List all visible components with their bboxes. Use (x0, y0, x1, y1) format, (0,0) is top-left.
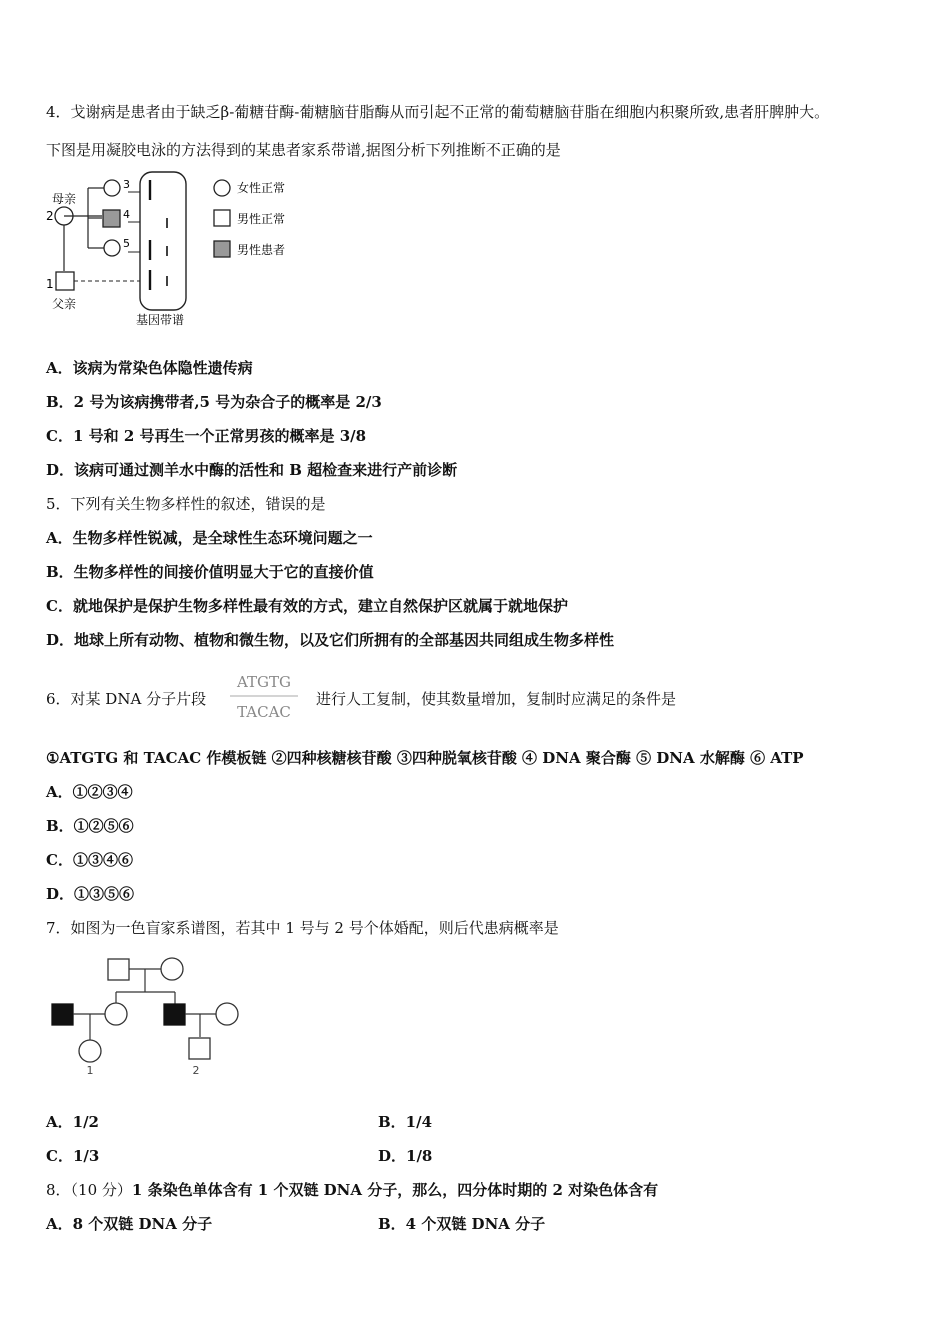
dna-bottom-strand: TACAC (237, 703, 291, 721)
q5-stem: 5．下列有关生物多样性的叙述，错误的是 (46, 495, 326, 513)
gen2-affected-male-right (164, 1004, 185, 1025)
q5-option-d: D．地球上所有动物、植物和微生物，以及它们所拥有的全部基因共同组成生物多样性 (46, 631, 615, 649)
q7-option-d: D．1/8 (378, 1147, 433, 1165)
label-n4: 4 (123, 208, 130, 221)
child3-symbol (104, 180, 120, 196)
q8-stem (46, 1180, 658, 1200)
label-n3: 3 (123, 178, 130, 191)
q6-option-c: C．①③④⑥ (46, 851, 133, 869)
q4-stem-line1: 4．戈谢病是患者由于缺乏β-葡糖苷酶-葡糖脑苷脂酶从而引起不正常的葡萄糖脑苷脂在细胞内积聚所致,患者肝脾肿大。 (46, 103, 830, 121)
q8-option-a: A．8 个双链 DNA 分子 (46, 1215, 213, 1233)
label-n1: 1 (46, 277, 54, 291)
q4-pedigree-gel-figure (44, 168, 304, 330)
q5-option-b: B．生物多样性的间接价值明显大于它的直接价值 (46, 563, 374, 581)
q4-option-d: D．该病可通过测羊水中酶的活性和 B 超检查来进行产前诊断 (46, 461, 458, 479)
label-individual-2: 2 (192, 1064, 200, 1077)
q6-option-a: A．①②③④ (46, 783, 133, 801)
q7-option-b: B．1/4 (378, 1113, 433, 1131)
label-mother: 母亲 (52, 192, 77, 206)
q6-option-b: B．①②⑤⑥ (46, 817, 134, 835)
legend-male-patient-symbol (214, 241, 230, 257)
father-symbol (56, 272, 74, 290)
label-n5: 5 (123, 237, 130, 250)
gen2-female-left (105, 1003, 127, 1025)
q4-option-c: C．1 号和 2 号再生一个正常男孩的概率是 3/8 (46, 427, 367, 445)
q7-option-a: A．1/2 (46, 1113, 99, 1131)
child4-symbol (103, 210, 120, 227)
legend-male-normal-symbol (214, 210, 230, 226)
gen3-female-1 (79, 1040, 101, 1062)
q8-stem-number: 8．（10 分） (46, 1181, 132, 1199)
q8-stem-text: 1 条染色单体含有 1 个双链 DNA 分子，那么，四分体时期的 2 对染色体含有 (131, 1181, 659, 1199)
legend-male-normal: 男性正常 (237, 212, 286, 226)
q4-stem-line2: 下图是用凝胶电泳的方法得到的某患者家系带谱,据图分析下列推断不正确的是 (46, 141, 561, 159)
legend-female-normal: 女性正常 (237, 181, 286, 195)
q6-option-d: D．①③⑤⑥ (46, 885, 135, 903)
gen1-female (161, 958, 183, 980)
q5-option-a: A．生物多样性锐减，是全球性生态环境问题之一 (46, 529, 373, 547)
q7-pedigree-figure (44, 948, 244, 1080)
q6-conditions: ①ATGTG 和 TACAC 作模板链 ②四种核糖核苷酸 ③四种脱氧核苷酸 ④ DNA 聚合酶 ⑤ DNA 水解酶 ⑥ ATP (46, 749, 804, 767)
band-caption: 基因带谱 (136, 313, 185, 327)
q6-stem-before: 6．对某 DNA 分子片段 (46, 690, 207, 708)
dna-fragment-figure (216, 668, 312, 724)
q8-option-b: B．4 个双链 DNA 分子 (378, 1215, 546, 1233)
label-n2: 2 (46, 209, 54, 223)
label-individual-1: 1 (86, 1064, 94, 1077)
legend-male-patient: 男性患者 (237, 243, 286, 257)
q4-option-a: A．该病为常染色体隐性遗传病 (46, 359, 253, 377)
legend-female-normal-symbol (214, 180, 230, 196)
q5-option-c: C．就地保护是保护生物多样性最有效的方式，建立自然保护区就属于就地保护 (46, 597, 568, 615)
gel-band-box (140, 172, 186, 310)
q6-stem-after: 进行人工复制，使其数量增加，复制时应满足的条件是 (316, 690, 677, 708)
q4-option-b: B．2 号为该病携带者,5 号为杂合子的概率是 2/3 (46, 393, 382, 411)
gen1-male (108, 959, 129, 980)
gen2-affected-male-left (52, 1004, 73, 1025)
gen2-female-right (216, 1003, 238, 1025)
q7-stem: 7．如图为一色盲家系谱图，若其中 1 号与 2 号个体婚配，则后代患病概率是 (46, 919, 559, 937)
gen3-male-2 (189, 1038, 210, 1059)
q7-option-c: C．1/3 (46, 1147, 100, 1165)
label-father: 父亲 (52, 297, 77, 311)
child5-symbol (104, 240, 120, 256)
dna-top-strand: ATGTG (237, 673, 291, 691)
